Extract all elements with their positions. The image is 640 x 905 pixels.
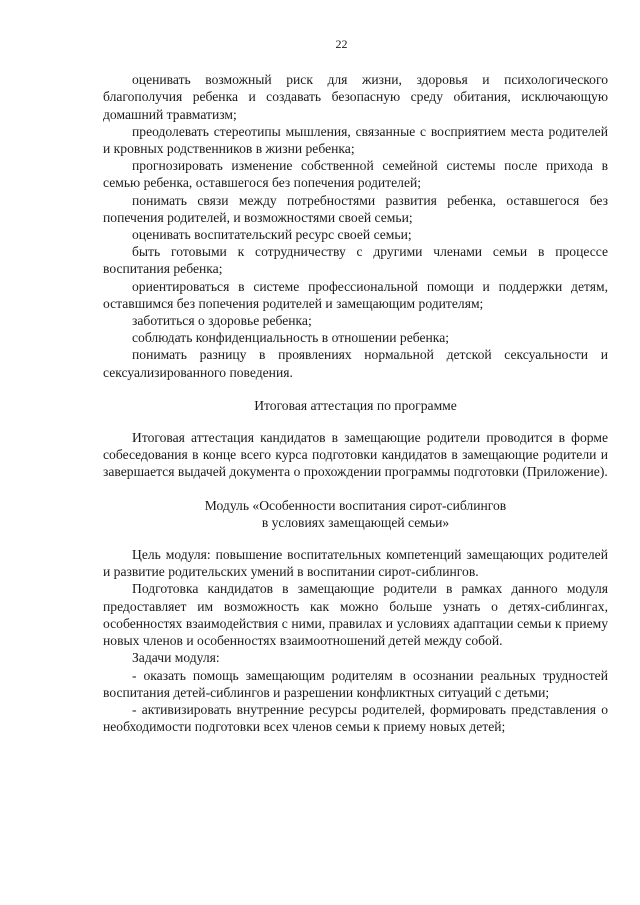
- skills-list: [103, 71, 608, 381]
- list-item: преодолевать стереотипы мышления, связанные с восприятием места родителей и кровных родственников в жизни ребенка;: [103, 123, 608, 157]
- module-heading-line-1: Модуль «Особенности воспитания сирот-сиблингов: [204, 497, 507, 513]
- section-heading-attestation: Итоговая аттестация по программе: [254, 397, 457, 413]
- list-item: оценивать воспитательский ресурс своей семьи;: [132, 227, 412, 243]
- list-item: понимать связи между потребностями развития ребенка, оставшегося без попечения родителей, и возможностями своей семьи;: [103, 192, 608, 225]
- document-page: [103, 36, 608, 735]
- task-item: - оказать помощь замещающим родителям в осознании реальных трудностей воспитания детей-сиблингов и разрешении конфликтных ситуаций с детьми;: [103, 667, 608, 700]
- list-item: соблюдать конфиденциальность в отношении ребенка;: [132, 330, 450, 346]
- list-item: прогнозировать изменение собственной семейной системы после прихода в семью ребенка, оставшегося без попечения родителей;: [103, 158, 608, 191]
- module-heading-line-2: в условиях замещающей семьи»: [261, 514, 450, 530]
- task-item: - активизировать внутренние ресурсы родителей, формировать представления о необходимости подготовки всех членов семьи к приему новых детей;: [103, 701, 608, 735]
- attestation-paragraph: Итоговая аттестация кандидатов в замещающие родители проводится в форме собеседования в конце всего курса подготовки кандидатов в замещающие родители и завершается выдачей документа о прохождении программы подготовки (Приложение).: [103, 430, 608, 480]
- module-intro-paragraph: Подготовка кандидатов в замещающие родители в рамках данного модуля предоставляет им возможность как можно больше узнать о детях-сиблингах, особенностях взаимодействия с ними, правилах и условиях адаптации семьи к приему новых членов и особенностях взаимоотношений детей между собой.: [103, 581, 608, 649]
- list-item: оценивать возможный риск для жизни, здоровья и психологического благополучия ребенка и создавать безопасную среду обитания, исключающую домашний травматизм;: [103, 72, 608, 122]
- list-item: заботиться о здоровье ребенка;: [132, 313, 312, 329]
- page-number: 22: [335, 37, 348, 51]
- list-item: понимать разницу в проявлениях нормальной детской сексуальности и сексуализированного поведения.: [103, 347, 608, 380]
- list-item: ориентироваться в системе профессиональной помощи и поддержки детям, оставшимся без попечения родителей и замещающим родителям;: [103, 278, 608, 311]
- module-goal-paragraph: Цель модуля: повышение воспитательных компетенций замещающих родителей и развитие родительских умений в воспитании сирот-сиблингов.: [103, 547, 608, 580]
- list-item: быть готовыми к сотрудничеству с другими членами семьи в процессе воспитания ребенка;: [103, 244, 608, 277]
- tasks-label: Задачи модуля:: [132, 650, 220, 666]
